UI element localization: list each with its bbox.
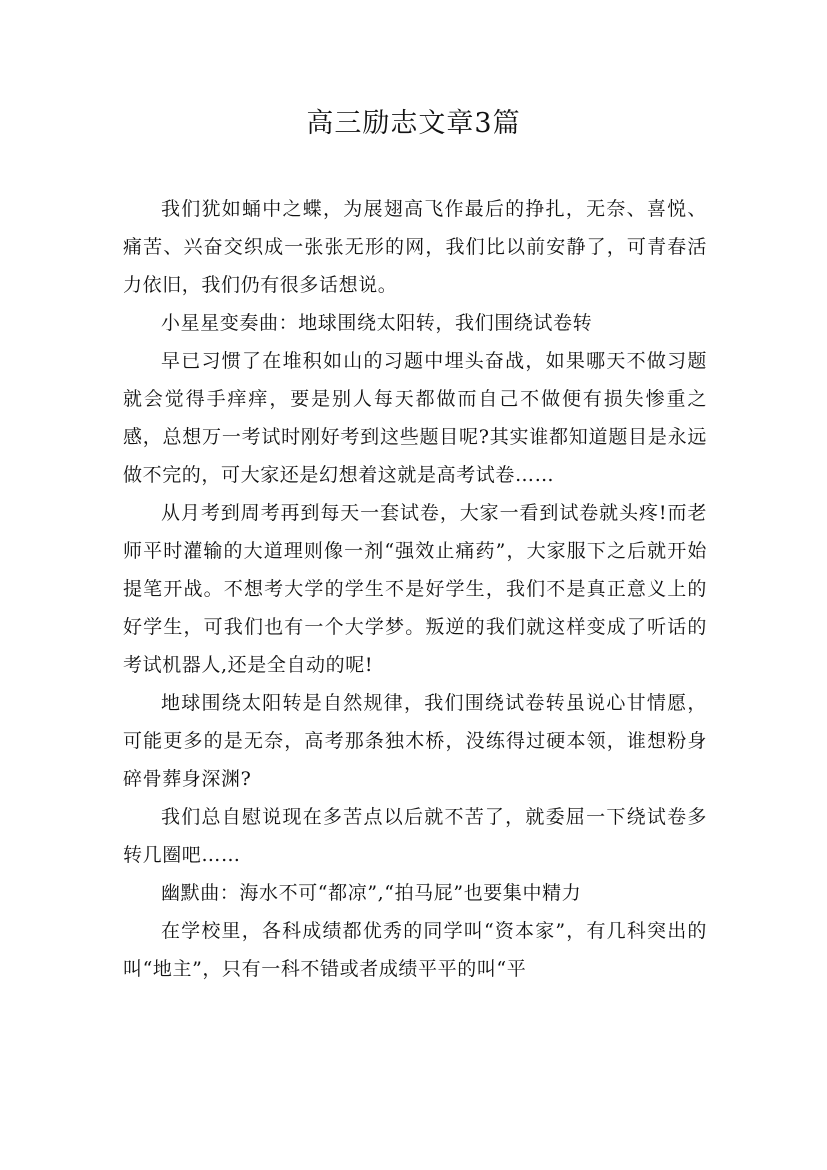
paragraph: 我们总自慰说现在多苦点以后就不苦了，就委屈一下绕试卷多转几圈吧…… [123,806,707,866]
paragraph: 我们犹如蛹中之蝶，为展翅高飞作最后的挣扎，无奈、喜悦、痛苦、兴奋交织成一张张无形的网，我们比以前安静了，可青春活力依旧，我们仍有很多话想说。 [123,198,707,296]
paragraph: 从月考到周考再到每天一套试卷，大家一看到试卷就头疼!而老师平时灌输的大道理则像一剂“强效止痛药”，大家服下之后就开始提笔开战。不想考大学的学生不是好学生，我们不是真正意义上的好学生，可我们也有一个大学梦。叛逆的我们就这样变成了听话的考试机器人,还是全自动的呢! [123,502,707,676]
paragraph: 小星星变奏曲：地球围绕太阳转，我们围绕试卷转 [161,312,593,334]
paragraph: 早已习惯了在堆积如山的习题中埋头奋战，如果哪天不做习题就会觉得手痒痒，要是别人每天都做而自己不做便有损失惨重之感，总想万一考试时刚好考到这些题目呢?其实谁都知道题目是永远做不完的，可大家还是幻想着这就是高考试卷…… [123,350,707,486]
document-title: 高三励志文章3篇 [306,108,521,139]
paragraph: 地球围绕太阳转是自然规律，我们围绕试卷转虽说心甘情愿，可能更多的是无奈，高考那条独木桥，没练得过硬本领，谁想粉身碎骨葬身深渊? [123,692,707,790]
paragraph: 在学校里，各科成绩都优秀的同学叫“资本家”，有几科突出的叫“地主”，只有一科不错或者成绩平平的叫“平 [123,920,707,980]
paragraph: 幽默曲：海水不可“都凉”,“拍马屁”也要集中精力 [161,882,582,904]
document-body [123,190,707,988]
